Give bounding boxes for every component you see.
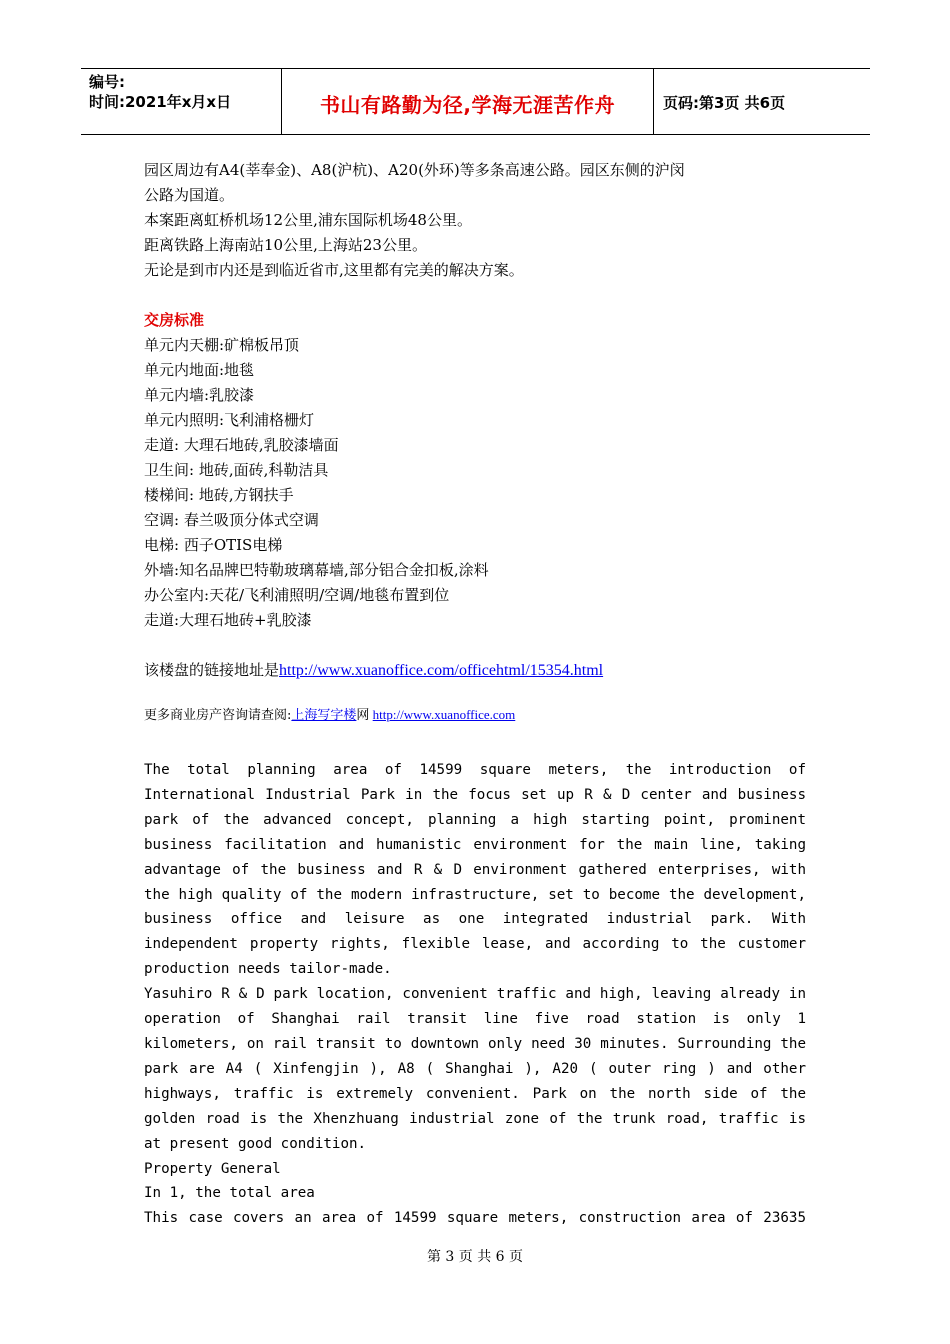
property-link-prefix: 该楼盘的链接地址是	[144, 661, 280, 679]
header-date: 时间:2021年x月x日	[89, 93, 232, 111]
more-info-middle: 网	[356, 708, 370, 723]
delivery-item: 楼梯间: 地砖,方钢扶手	[144, 486, 294, 504]
header-meta	[81, 69, 281, 134]
delivery-item: 电梯: 西子OTIS电梯	[144, 536, 283, 554]
delivery-item: 走道: 大理石地砖,乳胶漆墙面	[144, 436, 339, 454]
page-content	[144, 158, 806, 1231]
delivery-item: 卫生间: 地砖,面砖,科勒洁具	[144, 461, 329, 479]
delivery-item: 单元内照明:飞利浦格栅灯	[144, 411, 315, 429]
location-line: 无论是到市内还是到临近省市,这里都有完美的解决方案。	[144, 261, 524, 279]
more-info-prefix: 更多商业房产咨询请查阅:	[144, 708, 292, 723]
delivery-item: 单元内地面:地毯	[144, 361, 255, 379]
header-motto: 书山有路勤为径,学海无涯苦作舟	[281, 69, 654, 134]
english-line: In 1, the total area	[144, 1185, 315, 1202]
page-header	[81, 68, 870, 135]
delivery-item: 单元内天棚:矿棉板吊顶	[144, 336, 300, 354]
page-footer: 第 3 页 共 6 页	[426, 1249, 524, 1265]
more-info-line	[144, 705, 806, 726]
english-line: Property General	[144, 1160, 281, 1177]
location-line: 距离铁路上海南站10公里,上海站23公里。	[144, 236, 427, 254]
location-line: 本案距离虹桥机场12公里,浦东国际机场48公里。	[144, 211, 472, 229]
english-line: This case covers an area of 14599 square meters, construction area of 23635	[144, 1210, 806, 1227]
delivery-item: 空调: 春兰吸顶分体式空调	[144, 511, 319, 529]
delivery-item: 外墙:知名品牌巴特勒玻璃幕墙,部分铝合金扣板,涂料	[144, 561, 489, 579]
delivery-item: 走道:大理石地砖+乳胶漆	[144, 611, 312, 629]
header-page-number: 页码:第3页 共6页	[663, 94, 786, 112]
header-number: 编号:	[89, 73, 125, 91]
xuanoffice-link[interactable]: http://www.xuanoffice.com	[372, 707, 516, 722]
english-paragraph: Yasuhiro R & D park location, convenient traffic and high, leaving already in operation of Shanghai rail transit line five road station is only 1 kilometers, on rail transit to downtown only need 30 minutes. Surrounding the park are A4 ( Xinfengjin ), A8 ( Shanghai ), A20 ( outer ring ) and other highways, traffic is extremely convenient. Park on the north side of the golden road is the Xhenzhuang industrial zone of the trunk road, traffic is at present good condition.	[144, 986, 806, 1152]
english-paragraph: The total planning area of 14599 square meters, the introduction of International Industrial Park in the focus set up R & D center and business park of the advanced concept, planning a high starting point, prominent business facilitation and humanistic environment for the main line, taking advantage of the business and R & D environment gathered enterprises, with the high quality of the modern infrastructure, set to become the development, business office and leisure as one integrated industrial park. With independent property rights, flexible lease, and according to the customer production needs tailor-made.	[144, 762, 806, 978]
shanghai-office-link[interactable]: 上海写字楼	[291, 708, 357, 723]
property-link-line	[144, 658, 806, 683]
location-line: 园区周边有A4(莘奉金)、A8(沪杭)、A20(外环)等多条高速公路。园区东侧的沪闵	[144, 161, 685, 179]
delivery-item: 办公室内:天花/飞利浦照明/空调/地毯布置到位	[144, 586, 450, 604]
location-line: 公路为国道。	[144, 186, 235, 204]
delivery-item: 单元内墙:乳胶漆	[144, 386, 255, 404]
delivery-standard-title: 交房标准	[144, 311, 205, 329]
property-link[interactable]: http://www.xuanoffice.com/officehtml/15354.html	[279, 662, 604, 679]
